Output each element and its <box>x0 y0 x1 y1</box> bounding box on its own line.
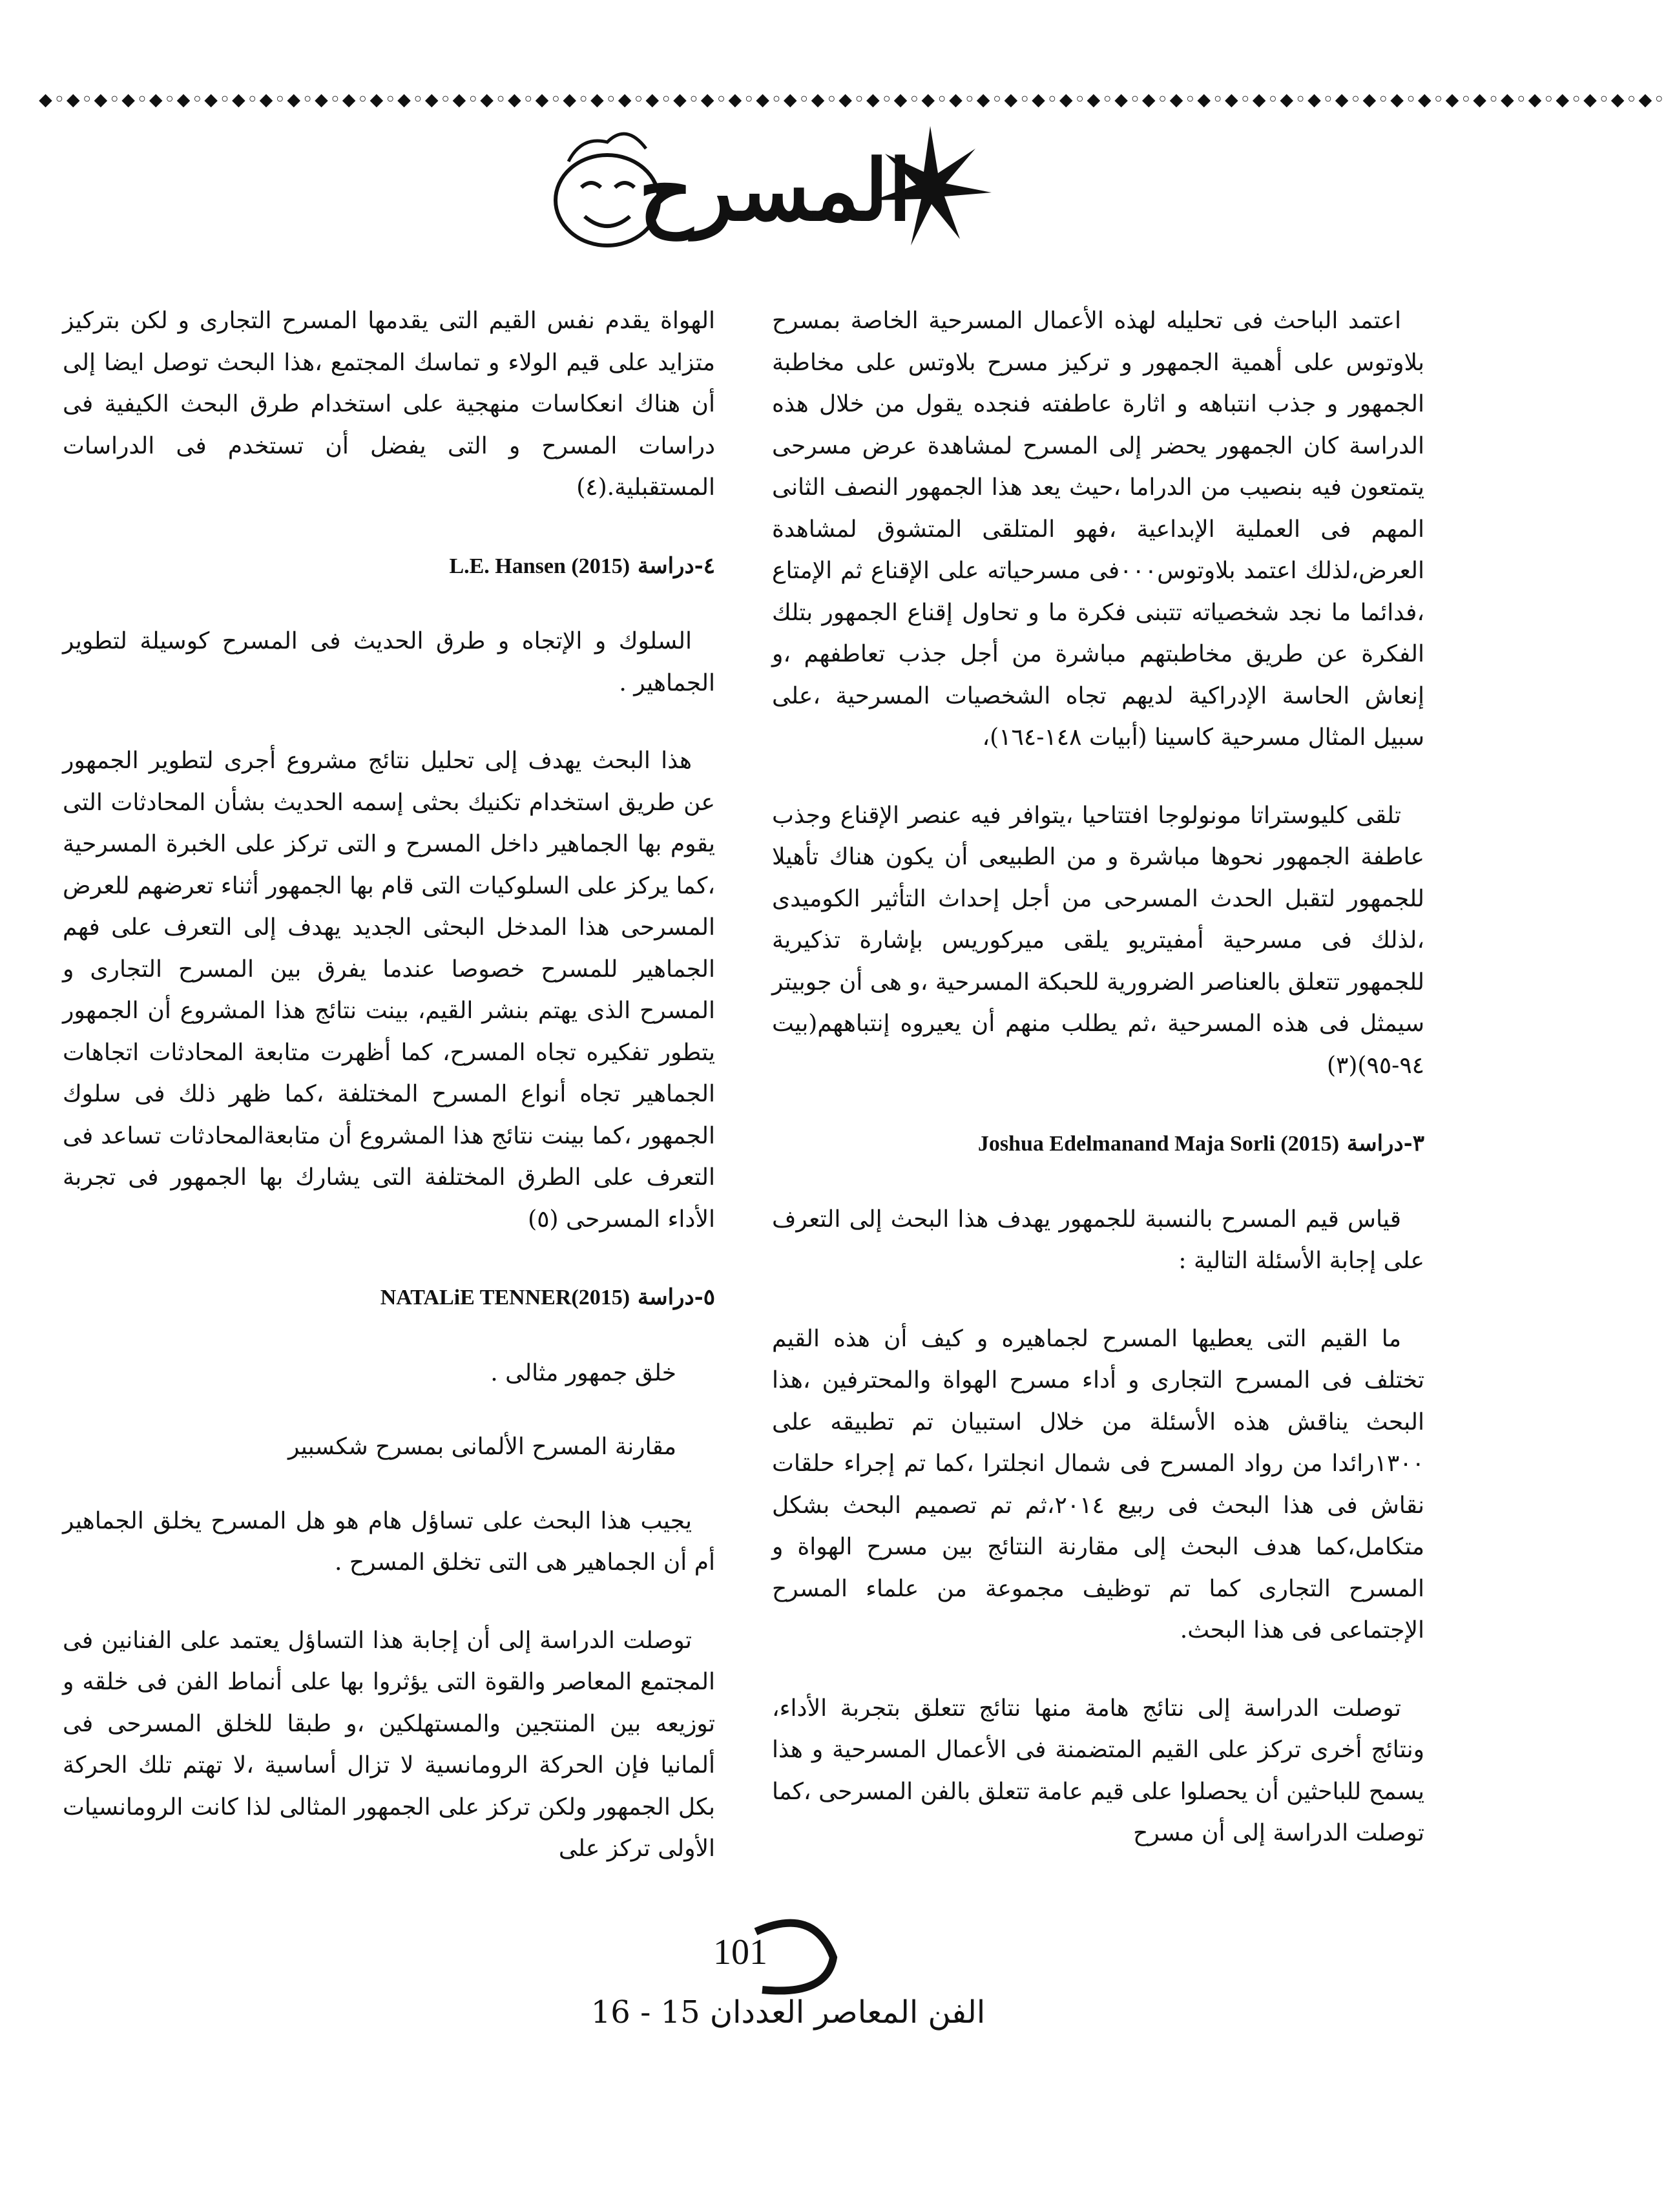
heading-authors: L.E. Hansen (2015) <box>449 554 630 578</box>
page-number: 101 <box>713 1932 767 1972</box>
paragraph: مقارنة المسرح الألمانى بمسرح شكسبير <box>287 1434 676 1460</box>
section-heading-3 <box>772 1123 1424 1165</box>
paragraph: قياس قيم المسرح بالنسبة للجمهور يهدف هذا البحث إلى التعرف على إجابة الأسئلة التالية : <box>772 1205 1424 1274</box>
heading-authors: Joshua Edelmanand Maja Sorli (2015) <box>977 1132 1340 1156</box>
top-border-ornament: ⬥◦⬥◦⬥◦⬥◦⬥◦⬥◦⬥◦⬥◦⬥◦⬥◦⬥◦⬥◦⬥◦⬥◦⬥◦⬥◦⬥◦⬥◦⬥◦⬥◦⬥◦⬥◦⬥◦⬥◦⬥◦⬥◦⬥◦⬥◦⬥◦⬥◦⬥◦⬥◦⬥◦⬥◦⬥◦⬥◦⬥◦⬥◦⬥◦⬥◦⬥◦⬥◦⬥◦⬥◦⬥◦⬥◦⬥◦⬥◦⬥◦⬥◦⬥◦⬥◦⬥◦⬥◦⬥◦⬥◦⬥◦⬥◦⬥◦ <box>39 89 1666 111</box>
paragraph: الهواة يقدم نفس القيم التى يقدمها المسرح التجارى و لكن بتركيز متزايد على قيم الولاء و تماسك المجتمع ،هذا البحث توصل ايضا إلى أن هناك انعكاسات منهجية على استخدام طرق البحث الكيفية فى دراسات المسرح و التى يفضل أن تستخدم فى الدراسات المستقبلية.(٤) <box>63 308 715 501</box>
masthead-logo <box>530 116 995 265</box>
journal-issue-line: الفن المعاصر العددان 15 - 16 <box>590 1994 986 2030</box>
paragraph: السلوك و الإتجاه و طرق الحديث فى المسرح كوسيلة لتطوير الجماهير . <box>63 628 715 696</box>
left-column <box>63 300 715 1906</box>
heading-prefix: ٣-دراسة <box>1346 1131 1424 1156</box>
paragraph: اعتمد الباحث فى تحليله لهذه الأعمال المسرحية الخاصة بمسرح بلاوتوس على أهمية الجمهور و تركيز مسرح بلاوتس على مخاطبة الجمهور و جذب انتباهه و اثارة عاطفته فنجده يقول من خلال هذه الدراسة كان الجمهور يحضر إلى المسرح لمشاهدة عرض مسرحى يتمتعون فيه بنصيب من الدراما ،حيث يعد هذا الجمهور النصف الثانى المهم فى العملية الإبداعية ،فهو المتلقى المتشوق لمشاهدة العرض،لذلك اعتمد بلاوتوس٠٠٠فى مسرحياته على الإقناع ثم الإمتاع ،فدائما ما نجد شخصياته تتبنى فكرة ما و تحاول إقناع الجمهور بتلك الفكرة عن طريق مخاطبتهم مباشرة من أجل جذب تعاطفهم ،و إنعاش الحاسة الإدراكية لديهم تجاه الشخصيات المسرحية ،على سبيل المثال مسرحية كاسينا (أبيات ١٤٨-١٦٤)، <box>772 308 1425 751</box>
paragraph: خلق جمهور مثالى . <box>490 1359 676 1386</box>
paragraph: توصلت الدراسة إلى نتائج هامة منها نتائج تتعلق بتجربة الأداء، ونتائج أخرى تركز على القيم المتضمنة فى الأعمال المسرحية و هذا يسمح للباحثين أن يحصلوا على قيم عامة تتعلق بالفن المسرحى ،كما توصلت الدراسة إلى أن مسرح <box>772 1695 1424 1846</box>
paragraph: هذا البحث يهدف إلى تحليل نتائج مشروع أجرى لتطوير الجمهور عن طريق استخدام تكنيك بحثى إسمه الحديث بشأن المحادثات التى يقوم بها الجماهير داخل المسرح و التى تركز على الخبرة المسرحية ،كما يركز على السلوكيات التى قام بها الجمهور أثناء تعرضهم للعرض المسرحى هذا المدخل البحثى الجديد يهدف إلى التعرف على فهم الجماهير للمسرح خصوصا عندما يفرق بين المسرح التجارى و المسرح الذى يهتم بنشر القيم، بينت نتائج هذا المشروع أن الجمهور يتطور تفكيره تجاه المسرح، كما أظهرت متابعة المحادثات اتجاهات الجماهير تجاه أنواع المسرح المختلفة ،كما ظهر ذلك فى سلوك الجمهور ،كما بينت نتائج هذا المشروع أن متابعةالمحادثات تساعد فى التعرف على الطرق المختلفة التى يشارك بها الجمهور فى تجربة الأداء المسرحى (٥) <box>62 747 716 1233</box>
section-heading-5 <box>63 1277 715 1319</box>
paragraph: يجيب هذا البحث على تساؤل هام هو هل المسرح يخلق الجماهير أم أن الجماهير هى التى تخلق المسرح . <box>63 1507 715 1576</box>
paragraph: تلقى كليوستراتا مونولوجا افتتاحيا ،يتوافر فيه عنصر الإقناع وجذب عاطفة الجمهور نحوها مباشرة و من الطبيعى أن يكون هناك تأهيلا للجمهور لتقبل الحدث المسرحى من أجل إحداث التأثير الكوميدى ،لذلك فى مسرحية أمفيتريو يلقى ميركوريس بإشارة تذكيرية للجمهور تتعلق بالعناصر الضرورية للحبكة المسرحية ،و هى أن جوبيتر سيمثل فى هذه المسرحية ،ثم يطلب منهم أن يعيروه إنتباههم(بيت ٩٤-٩٥)(٣) <box>772 802 1424 1079</box>
masthead <box>530 116 995 265</box>
heading-authors: NATALiE TENNER(2015) <box>380 1286 630 1309</box>
right-column <box>772 300 1424 1891</box>
masthead-title: المسرح <box>638 141 912 240</box>
heading-prefix: ٤-دراسة <box>637 552 715 579</box>
section-heading-4 <box>63 545 715 588</box>
paragraph: ما القيم التى يعطيها المسرح لجماهيره و كيف أن هذه القيم تختلف فى المسرح التجارى و أداء مسرح الهواة والمحترفين ،هذا البحث يناقش هذه الأسئلة من خلال استبيان تم تطبيقه على ١٣٠٠رائدا من رواد المسرح فى شمال انجلترا ،كما تم إجراء حلقات نقاش فى هذا البحث فى ربيع ٢٠١٤،ثم تم تصميم البحث بشكل متكامل،كما هدف البحث إلى مقارنة النتائج بين مسرح الهواة و المسرح التجارى كما تم توظيف مجموعة من علماء المسرح الإجتماعى فى هذا البحث. <box>772 1325 1424 1643</box>
paragraph: توصلت الدراسة إلى أن إجابة هذا التساؤل يعتمد على الفنانين فى المجتمع المعاصر والقوة التى يؤثروا بها على أنماط الفن فى خلقه و توزيعه بين المنتجين والمستهلكين ،و طبقا للخلق المسرحى فى ألمانيا فإن الحركة الرومانسية لا تزال أساسية ،لا تهتم تلك الحركة بكل الجمهور ولكن تركز على الجمهور المثالى لذا كانت الرومانسيات الأولى تركز على <box>63 1627 715 1862</box>
heading-prefix: ٥-دراسة <box>637 1284 715 1310</box>
